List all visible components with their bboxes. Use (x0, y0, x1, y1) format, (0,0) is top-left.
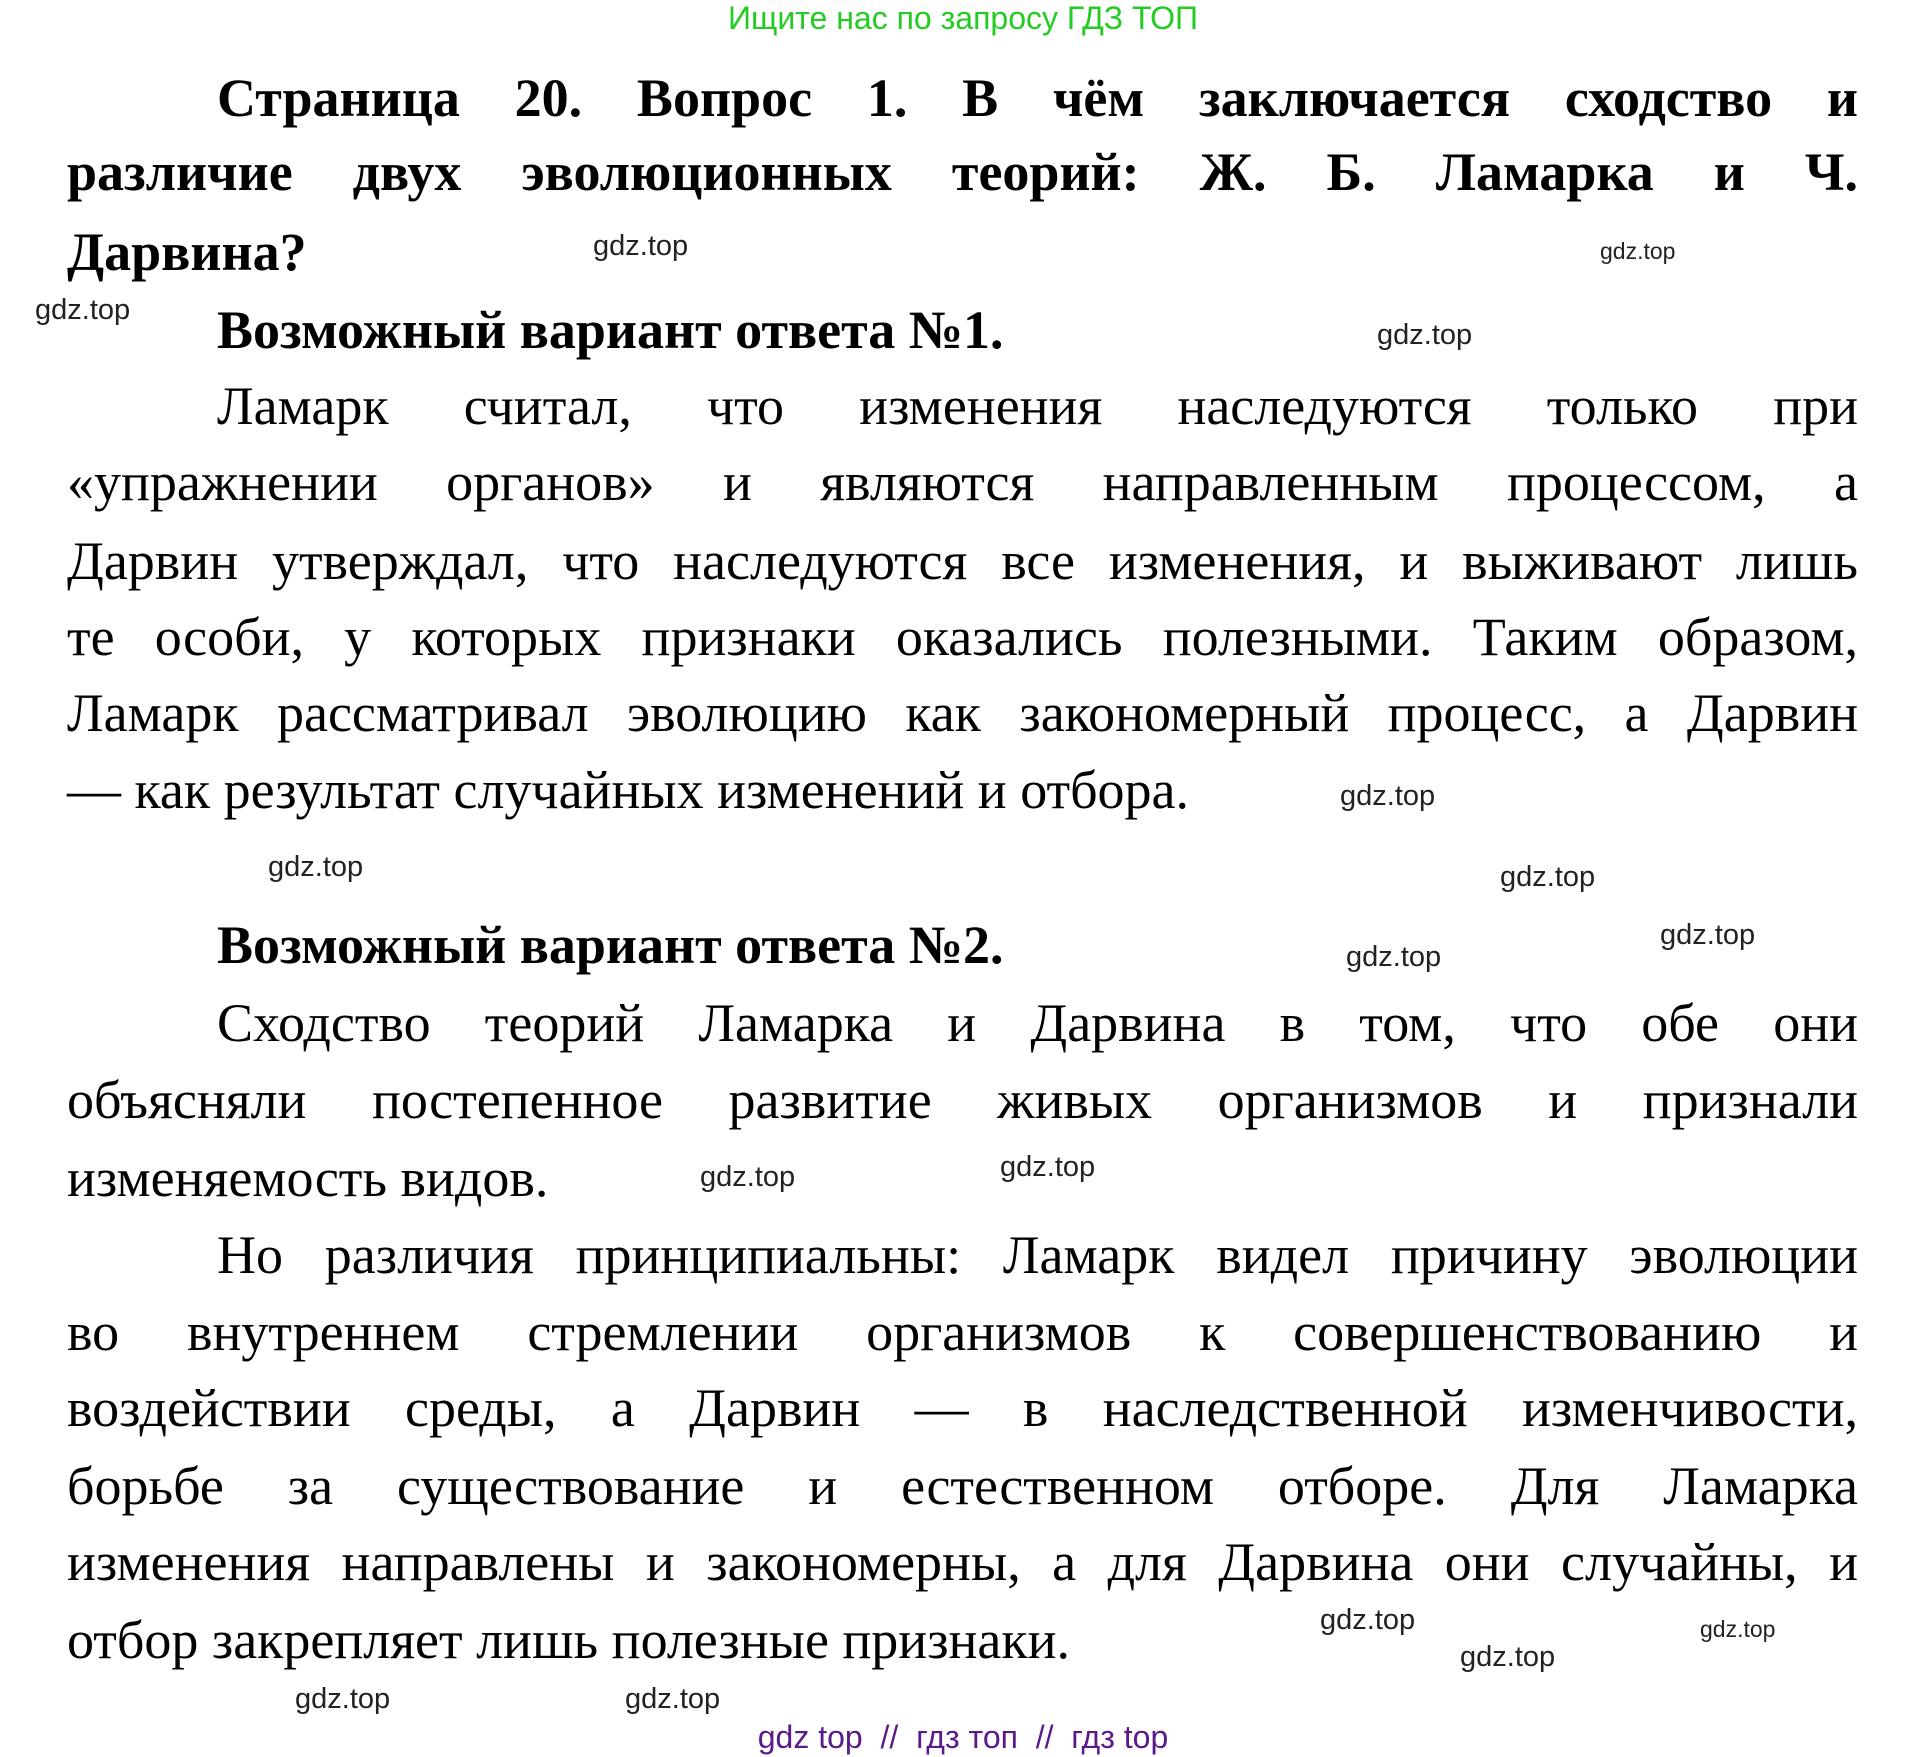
answer2-line: Сходство теорий Ламарка и Дарвина в том, что обе они (217, 993, 1858, 1053)
answer2-line: изменения направлены и закономерны, а для Дарвина они случайны, и (67, 1532, 1858, 1592)
watermark: gdz.top (1000, 1151, 1096, 1183)
watermark: gdz.top (625, 1683, 721, 1715)
watermark: gdz.top (593, 230, 689, 262)
question-title-line: различие двух эволюционных теорий: Ж. Б. Ламарка и Ч. (67, 142, 1858, 202)
footer-banner: gdz top // гдз топ // гдз top (757, 1719, 1169, 1755)
answer2-line: борьбе за существование и естественном отборе. Для Ламарка (67, 1456, 1858, 1516)
watermark: gdz.top (295, 1683, 391, 1715)
watermark: gdz.top (1600, 238, 1676, 264)
question-title-line: Дарвина? (67, 222, 307, 282)
answer1-line: Ламарк считал, что изменения наследуются только при (217, 376, 1858, 436)
answer1-heading: Возможный вариант ответа №1. (217, 300, 1004, 360)
watermark: gdz.top (1460, 1641, 1556, 1673)
answer1-line: те особи, у которых признаки оказались полезными. Таким образом, (67, 607, 1858, 667)
watermark: gdz.top (1500, 861, 1596, 893)
watermark: gdz.top (1660, 919, 1756, 951)
answer1-line: — как результат случайных изменений и отбора. (67, 760, 1190, 820)
watermark: gdz.top (1320, 1604, 1416, 1636)
answer2-line: воздействии среды, а Дарвин — в наследственной изменчивости, (67, 1378, 1858, 1438)
watermark: gdz.top (1377, 319, 1473, 351)
answer2-heading: Возможный вариант ответа №2. (217, 915, 1004, 975)
search-banner: Ищите нас по запросу ГДЗ ТОП (728, 0, 1198, 36)
answer2-line: объясняли постепенное развитие живых организмов и признали (67, 1070, 1858, 1130)
watermark: gdz.top (268, 851, 364, 883)
watermark: gdz.top (1340, 780, 1436, 812)
answer2-line: Но различия принципиальны: Ламарк видел причину эволюции (217, 1225, 1858, 1285)
watermark: gdz.top (1346, 941, 1442, 973)
watermark: gdz.top (1700, 1616, 1776, 1642)
question-title-line: Страница 20. Вопрос 1. В чём заключается сходство и (217, 68, 1858, 128)
answer1-line: Ламарк рассматривал эволюцию как закономерный процесс, а Дарвин (67, 683, 1858, 743)
watermark: gdz.top (700, 1161, 796, 1193)
answer1-line: «упражнении органов» и являются направленным процессом, а (67, 452, 1858, 512)
answer2-line: во внутреннем стремлении организмов к совершенствованию и (67, 1302, 1858, 1362)
answer2-line: отбор закрепляет лишь полезные признаки. (67, 1610, 1071, 1670)
answer2-line: изменяемость видов. (67, 1148, 549, 1208)
watermark: gdz.top (35, 294, 131, 326)
answer1-line: Дарвин утверждал, что наследуются все изменения, и выживают лишь (67, 531, 1858, 591)
